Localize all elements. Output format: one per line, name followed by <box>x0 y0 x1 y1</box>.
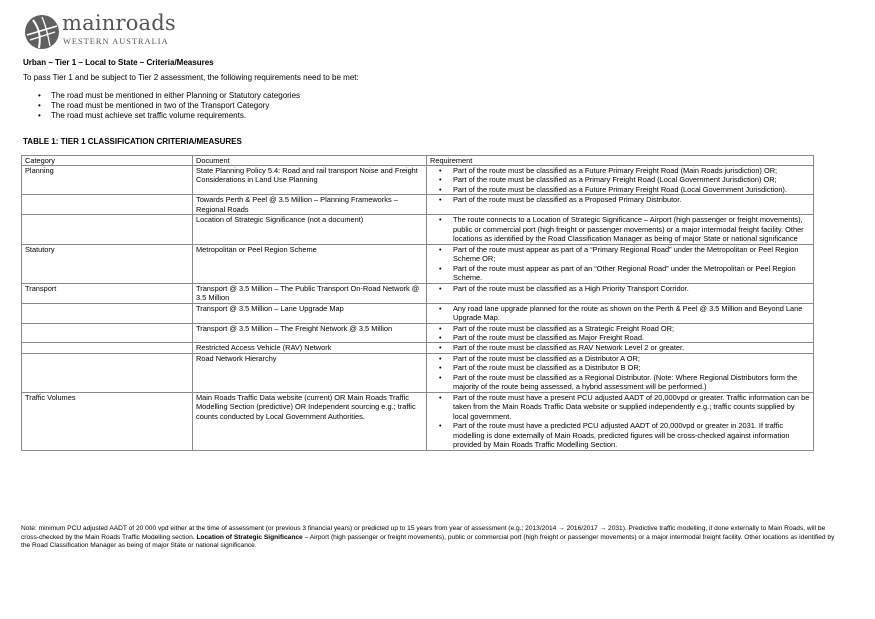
cell-document: Transport @ 3.5 Million – The Public Transport On-Road Network @ 3.5 Million <box>193 283 427 303</box>
cell-requirement <box>427 353 814 392</box>
list-item: • The road must be mentioned in two of the Transport Category <box>38 101 300 111</box>
table-row <box>22 343 814 353</box>
cell-document: Metropolitan or Peel Region Scheme <box>193 244 427 283</box>
requirement-list <box>430 215 810 243</box>
cell-document: Main Roads Traffic Data website (current) OR Main Roads Traffic Modelling Section (predictive) OR Independent sourcing e.g.; traffic counts conducted by Local Government Authorities. <box>193 392 427 450</box>
list-item: • The road must achieve set traffic volume requirements. <box>38 111 300 121</box>
requirements-list <box>38 91 300 121</box>
cell-requirement <box>427 392 814 450</box>
cell-document: Restricted Access Vehicle (RAV) Network <box>193 343 427 353</box>
cell-requirement <box>427 215 814 244</box>
requirement-item: • Part of the route must appear as part of an “Other Regional Road” under the Metropolitan or Peel Region Scheme. <box>430 264 810 283</box>
mainroads-logo <box>24 11 176 54</box>
intro-text: To pass Tier 1 and be subject to Tier 2 assessment, the following requirements need to be met: <box>23 73 359 82</box>
column-header-document: Document <box>193 156 427 166</box>
requirement-list <box>430 354 810 392</box>
logo-wordmark: mainroads <box>62 11 176 35</box>
table-row <box>22 166 814 195</box>
table-row <box>22 244 814 283</box>
cell-category <box>22 195 193 215</box>
cell-requirement <box>427 166 814 195</box>
cell-document: Road Network Hierarchy <box>193 353 427 392</box>
requirement-item: • Part of the route must be classified as a Future Primary Freight Road (Main Roads jurisdiction) OR; <box>430 166 810 175</box>
cell-category: Traffic Volumes <box>22 392 193 450</box>
requirement-item: • Part of the route must be classified as a Regional Distributor. (Note: Where Regional Distributors form the majority of the route being assessed, a hybrid assessment will be performed.) <box>430 373 810 392</box>
criteria-table <box>21 155 814 451</box>
requirement-item: • Part of the route must have a predicted PCU adjusted AADT of 20,000vpd or greater in 2031. If traffic modelling is done externally of Main Roads, predicted figures will be cross-checked against information provided by Main Roads Traffic Modelling Section. <box>430 421 810 449</box>
requirement-item: • Part of the route must be classified as a Strategic Freight Road OR; <box>430 324 810 333</box>
cell-category <box>22 323 193 343</box>
requirement-item: • Part of the route must be classified as a Distributor B OR; <box>430 363 810 372</box>
note-text: Note: minimum PCU adjusted AADT of 20 000 vpd either at the time of assessment (or previous 3 financial years) or predicted up to 15 years from year of assessment (e.g.; 2013/2014 → 2016/2017 → 2031). Predictive traffic modelling, if done externally to Main Roads, will be cross-checked by the Main Roads Traffic Modelling section. <box>21 525 826 541</box>
list-item: • The road must be mentioned in either Planning or Statutory categories <box>38 91 300 101</box>
note-bold-term: Location of Strategic Significance <box>196 533 303 541</box>
table-header-row <box>22 156 814 166</box>
requirement-list <box>430 195 810 204</box>
requirement-list <box>430 393 810 450</box>
requirement-item: • Any road lane upgrade planned for the route as shown on the Perth & Peel @ 3.5 Million and Beyond Lane Upgrade Map. <box>430 304 810 323</box>
table-title: TABLE 1: TIER 1 CLASSIFICATION CRITERIA/MEASURES <box>23 137 242 146</box>
requirement-item: • Part of the route must appear as part of a “Primary Regional Road” under the Metropolitan or Peel Region Scheme OR; <box>430 245 810 264</box>
cell-document: Location of Strategic Significance (not a document) <box>193 215 427 244</box>
table-row <box>22 392 814 450</box>
mainroads-logo-icon <box>24 14 60 50</box>
table-row <box>22 323 814 343</box>
table-note <box>21 525 839 551</box>
cell-requirement <box>427 195 814 215</box>
requirement-item: • Part of the route must be classified as RAV Network Level 2 or greater. <box>430 343 810 352</box>
cell-category: Planning <box>22 166 193 195</box>
cell-document: State Planning Policy 5.4: Road and rail transport Noise and Freight Considerations in Land Use Planning <box>193 166 427 195</box>
column-header-requirement: Requirement <box>427 156 814 166</box>
requirement-item: • Part of the route must be classified as a Future Primary Freight Road (Local Government Jurisdiction). <box>430 185 810 194</box>
table-row <box>22 215 814 244</box>
cell-requirement <box>427 343 814 353</box>
cell-document: Transport @ 3.5 Million – The Freight Network @ 3.5 Million <box>193 323 427 343</box>
logo-subtitle: WESTERN AUSTRALIA <box>63 37 169 46</box>
requirement-item: • The route connects to a Location of Strategic Significance – Airport (high passenger or freight movements), public or commercial port (high freight or passenger movements) or a major intermodal freight facility. Other locations as identified by the Road Classification Manager as being of major State or national significance <box>430 215 810 243</box>
cell-requirement <box>427 303 814 323</box>
cell-category: Transport <box>22 283 193 303</box>
requirement-item: • Part of the route must have a present PCU adjusted AADT of 20,000vpd or greater. Traffic information can be taken from the Main Roads Traffic Data website or supplied independently e.g.; traffic counts supplied by local government. <box>430 393 810 421</box>
cell-category <box>22 215 193 244</box>
requirement-list <box>430 304 810 323</box>
table-row <box>22 353 814 392</box>
requirement-list <box>430 284 810 293</box>
cell-category <box>22 353 193 392</box>
requirement-list <box>430 166 810 194</box>
cell-category <box>22 343 193 353</box>
table-row <box>22 283 814 303</box>
cell-requirement <box>427 244 814 283</box>
cell-document: Transport @ 3.5 Million – Lane Upgrade Map <box>193 303 427 323</box>
requirement-item: • Part of the route must be classified as Major Freight Road. <box>430 333 810 342</box>
cell-category: Statutory <box>22 244 193 283</box>
requirement-item: • Part of the route must be classified as a Proposed Primary Distributor. <box>430 195 810 204</box>
requirement-list <box>430 245 810 283</box>
cell-document: Towards Perth & Peel @ 3.5 Million – Planning Frameworks – Regional Roads <box>193 195 427 215</box>
document-title: Urban – Tier 1 – Local to State – Criteria/Measures <box>23 58 214 67</box>
requirement-item: • Part of the route must be classified as a Primary Freight Road (Local Government Jurisdiction) OR; <box>430 175 810 184</box>
requirement-list <box>430 343 810 352</box>
column-header-category: Category <box>22 156 193 166</box>
requirement-list <box>430 324 810 343</box>
table-row <box>22 303 814 323</box>
table-row <box>22 195 814 215</box>
note-text-continued: – Airport (high passenger or freight movements), public or commercial port (high freight or passenger movements) or a major intermodal freight facility. Other locations as identified by the Road Classification Manager as being of major State or national significance. <box>21 533 835 550</box>
cell-requirement <box>427 283 814 303</box>
cell-requirement <box>427 323 814 343</box>
requirement-item: • Part of the route must be classified as a High Priority Transport Corridor. <box>430 284 810 293</box>
requirement-item: • Part of the route must be classified as a Distributor A OR; <box>430 354 810 363</box>
cell-category <box>22 303 193 323</box>
